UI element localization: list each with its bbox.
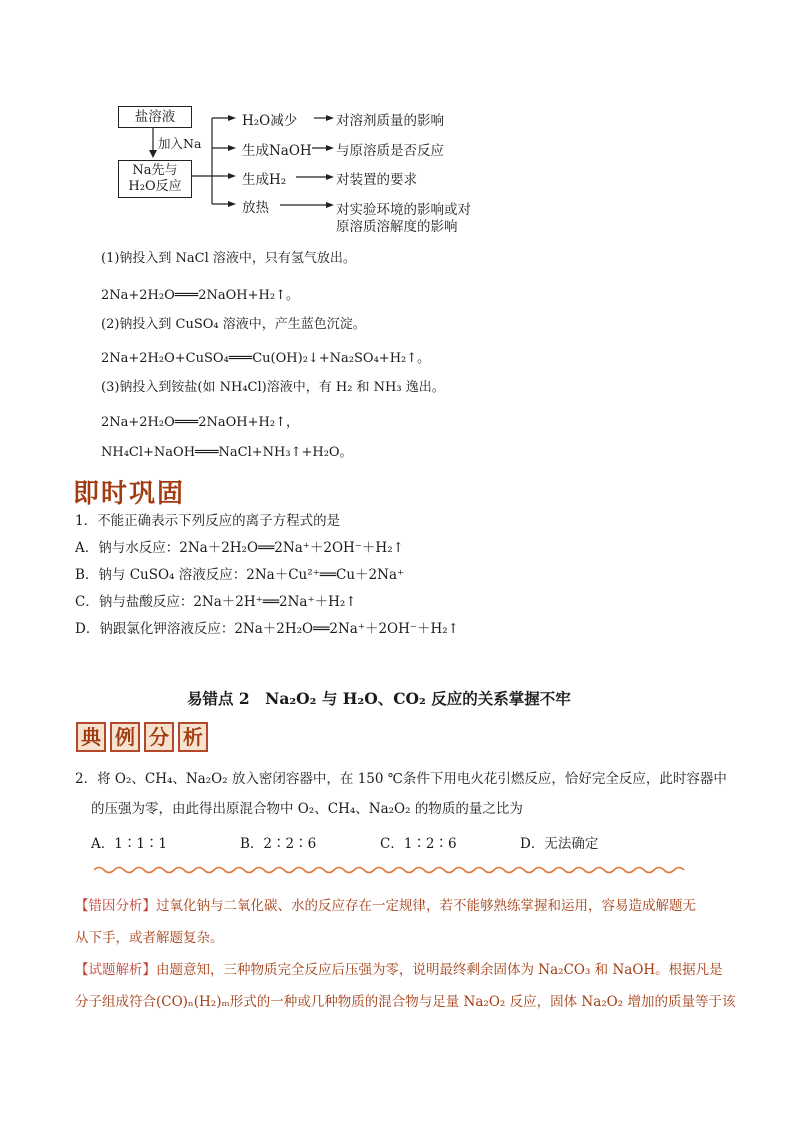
- na-reacts-line1: Na先与: [132, 163, 178, 178]
- branch-right-2: 与原溶质是否反应: [336, 143, 444, 159]
- q2-line2: 的压强为零，由此得出原混合物中 O₂、CH₄、Na₂O₂ 的物质的量之比为: [91, 801, 523, 817]
- tile-3: 分: [144, 722, 174, 752]
- solution-text-2: 分子组成符合(CO)ₙ(H₂)ₘ形式的一种或几种物质的混合物与足量 Na₂O₂ 反应，固体 Na₂O₂ 增加的质量等于该: [75, 994, 736, 1010]
- solution-line1: [75, 958, 723, 978]
- solution-line2: [75, 990, 735, 1010]
- q1-option-b: B．钠与 CuSO₄ 溶液反应：2Na＋Cu²⁺══Cu＋2Na⁺: [75, 567, 405, 583]
- tile-4: 析: [178, 722, 208, 752]
- branch-left-2: 生成NaOH: [242, 143, 312, 159]
- branch-arrows: [270, 108, 338, 218]
- branch-bracket: [192, 112, 242, 212]
- branch-right-1: 对溶剂质量的影响: [336, 113, 444, 129]
- salt-solution-label: 盐溶液: [134, 109, 176, 125]
- branch-left-3: 生成H₂: [242, 172, 287, 188]
- branch-right-3: 对装置的要求: [336, 172, 417, 188]
- na-reacts-line2: H₂O反应: [128, 179, 182, 194]
- na-reacts-box: [118, 160, 192, 198]
- wavy-divider: [94, 865, 690, 875]
- tile-1: 典: [76, 722, 106, 752]
- note-eq-1: 2Na+2H₂O═══2NaOH+H₂↑。: [101, 288, 299, 303]
- error-analysis-line2: [75, 926, 224, 946]
- q1-option-a: A．钠与水反应：2Na＋2H₂O══2Na⁺＋2OH⁻＋H₂↑: [75, 540, 404, 556]
- branch-left-4: 放热: [242, 200, 269, 216]
- branch-right-4b: 原溶质溶解度的影响: [336, 219, 458, 235]
- q2-option-a: A．1∶1∶1: [91, 836, 168, 852]
- q2-option-d: D．无法确定: [520, 836, 599, 852]
- q1-option-d: D．钠跟氯化钾溶液反应：2Na＋2H₂O══2Na⁺＋2OH⁻＋H₂↑: [75, 621, 459, 637]
- branch-left-1: H₂O减少: [242, 113, 298, 129]
- error-analysis-tag: 【错因分析】: [75, 898, 156, 914]
- note-eq-2: 2Na+2H₂O+CuSO₄═══Cu(OH)₂↓+Na₂SO₄+H₂↑。: [101, 351, 431, 366]
- error-point-heading: 易错点 2 Na₂O₂ 与 H₂O、CO₂ 反应的关系掌握不牢: [187, 689, 571, 708]
- solution-tag: 【试题解析】: [75, 962, 156, 978]
- note-eq-3: 2Na+2H₂O═══2NaOH+H₂↑，: [101, 415, 299, 430]
- salt-solution-box: [118, 106, 192, 128]
- note-3: (3)钠投入到铵盐(如 NH₄Cl)溶液中，有 H₂ 和 NH₃ 逸出。: [101, 380, 445, 395]
- error-analysis-text-1: 过氧化钠与二氧化碳、水的反应存在一定规律，若不能够熟练掌握和运用，容易造成解题无: [156, 898, 696, 914]
- q2-option-c: C．1∶2∶6: [380, 836, 457, 852]
- q2-line1: 2．将 O₂、CH₄、Na₂O₂ 放入密闭容器中，在 150 ℃条件下用电火花引燃反应，恰好完全反应，此时容器中: [75, 771, 727, 787]
- tile-2: 例: [110, 722, 140, 752]
- q1-option-c: C．钠与盐酸反应：2Na＋2H⁺══2Na⁺＋H₂↑: [75, 594, 357, 610]
- branch-right-4: 对实验环境的影响或对: [336, 202, 471, 218]
- note-eq-4: NH₄Cl+NaOH═══NaCl+NH₃↑+H₂O。: [101, 445, 353, 460]
- error-analysis-text-2: 从下手，或者解题复杂。: [75, 930, 224, 946]
- section-title-practice: 即时巩固: [73, 479, 186, 509]
- error-analysis-line1: [75, 894, 696, 914]
- q1-stem: 1．不能正确表示下列反应的离子方程式的是: [75, 513, 341, 529]
- note-2: (2)钠投入到 CuSO₄ 溶液中，产生蓝色沉淀。: [101, 317, 366, 332]
- note-1: (1)钠投入到 NaCl 溶液中，只有氢气放出。: [101, 251, 356, 266]
- solution-text-1: 由题意知，三种物质完全反应后压强为零，说明最终剩余固体为 Na₂CO₃ 和 NaOH。根据凡是: [156, 962, 723, 978]
- q2-option-b: B．2∶2∶6: [240, 836, 317, 852]
- add-na-label: 加入Na: [158, 136, 202, 151]
